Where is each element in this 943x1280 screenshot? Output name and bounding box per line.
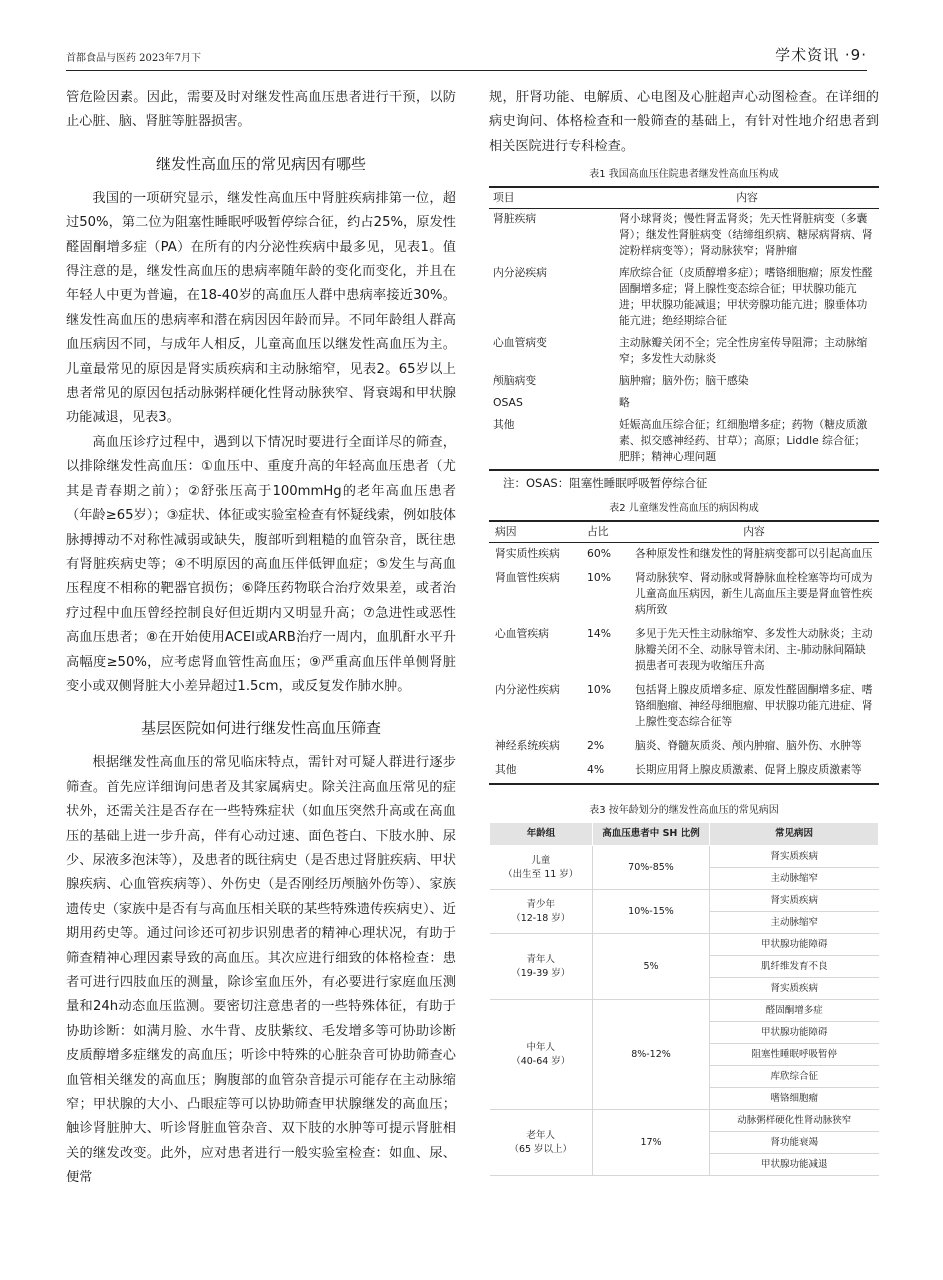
table-row — [489, 623, 879, 679]
cause-cell: 醛固酮增多症 — [710, 1000, 879, 1022]
section-title-screening: 基层医院如何进行继发性高血压筛查 — [140, 719, 381, 738]
table2-header: 占比 — [581, 521, 629, 543]
intro-paragraph: 管危险因素。因此，需要及时对继发性高血压患者进行干预，以防止心脏、脑、肾脏等脏器损害。 — [66, 90, 456, 130]
cause-cell: 甲状腺功能减退 — [710, 1154, 879, 1176]
table-row — [490, 890, 879, 912]
age-group-cell — [490, 890, 593, 934]
table2-header: 内容 — [629, 521, 879, 543]
cause-cell: 主动脉缩窄 — [710, 912, 879, 934]
table-cell: 10% — [587, 683, 611, 697]
cause-cell: 库欣综合征 — [710, 1066, 879, 1088]
table-row — [489, 567, 879, 623]
table2-caption: 表2 儿童继发性高血压的病因构成 — [609, 503, 759, 515]
table-cell: 肾动脉狭窄、肾动脉或肾静脉血栓栓塞等均可成为儿童高血压病因，新生儿高血压主要是肾血管性疾病所致 — [635, 571, 873, 617]
table-row — [490, 846, 879, 868]
sh-ratio-cell: 8%-12% — [593, 1000, 710, 1110]
table-cell: 内分泌疾病 — [493, 266, 547, 280]
cause-cell: 嗜铬细胞瘤 — [710, 1088, 879, 1110]
table-cell: 内分泌性疾病 — [495, 683, 560, 697]
left-column — [66, 86, 456, 1191]
table-row — [489, 415, 879, 470]
table-cell: 肾血管性疾病 — [495, 571, 560, 585]
age-group-label: 青年人 — [526, 953, 555, 965]
table1-note: 注：OSAS：阻塞性睡眠呼吸暂停综合征 — [503, 476, 708, 491]
causes-paragraph: 我国的一项研究显示，继发性高血压中肾脏疾病排第一位，超过50%，第二位为阻塞性睡眠呼吸暂停综合征，约占25%，原发性醛固酮增多症（PA）在所有的内分泌性疾病中最多见，见表1。值得注意的是，继发性高血压的患病率随年龄的变化而变化，并且在年轻人中更为普遍，在18-40岁的高血压人群中患病率接近30%。继发性高血压的患病率和潜在病因因年龄而异。不同年龄组人群高血压病因不同，与成年人相反，儿童高血压以继发性高血压为主。儿童最常见的原因是肾实质疾病和主动脉缩窄，见表2。65岁以上患者常见的原因包括动脉粥样硬化性肾动脉狭窄、肾衰竭和甲状腺功能减退，见表3。 — [66, 190, 456, 426]
sh-ratio-cell: 10%-15% — [593, 890, 710, 934]
cause-cell: 肾实质疾病 — [710, 890, 879, 912]
table-cell: 心血管疾病 — [495, 627, 549, 641]
table-cell: 包括肾上腺皮质增多症、原发性醛固酮增多症、嗜铬细胞瘤、神经母细胞瘤、甲状腺功能亢进症、肾上腺性变态综合征等 — [635, 683, 873, 729]
table3-header: 年龄组 — [490, 823, 593, 846]
cause-cell: 肾实质疾病 — [710, 846, 879, 868]
table2-header: 病因 — [489, 521, 581, 543]
table-cell: 主动脉瓣关闭不全；完全性房室传导阻滞；主动脉缩窄；多发性大动脉炎 — [619, 336, 868, 366]
table1-header: 项目 — [489, 187, 615, 209]
table-row — [489, 371, 879, 393]
table-cell: 肾实质性疾病 — [495, 547, 560, 561]
table-cell: 库欣综合征（皮质醇增多症）；嗜铬细胞瘤；原发性醛固酮增多症；肾上腺性变态综合征；甲状腺功能亢进；甲状腺功能减退；甲状旁腺功能亢进；腺垂体功能亢进；绝经期综合征 — [619, 266, 873, 328]
table-row — [489, 543, 879, 568]
age-group-label: 儿童 — [531, 854, 551, 866]
table1-header: 内容 — [615, 187, 879, 209]
age-range-label: （40-64 岁） — [511, 1055, 571, 1067]
table3-caption: 表3 按年龄划分的继发性高血压的常见病因 — [589, 805, 779, 817]
cause-cell: 甲状腺功能障碍 — [710, 934, 879, 956]
table-cell: 心血管病变 — [493, 336, 547, 350]
table-cell: 神经系统疾病 — [495, 739, 560, 753]
table-cell: 4% — [581, 759, 629, 784]
age-group-cell — [490, 1000, 593, 1110]
table1-caption: 表1 我国高血压住院患者继发性高血压构成 — [589, 169, 779, 181]
table-cell: 2% — [587, 739, 605, 753]
screening-criteria-paragraph: 高血压诊疗过程中，遇到以下情况时要进行全面详尽的筛查，以排除继发性高血压：①血压中、重度升高的年轻高血压患者（尤其是青春期之前）；②舒张压高于100mmHg的老年高血压患者（年龄≥65岁）；③症状、体征或实验室检查有怀疑线索，例如肢体脉搏搏动不对称性减弱或缺失，腹部听到粗糙的血管杂音，既往患有肾脏疾病史等；④不明原因的高血压伴低钾血症；⑤发生与高血压程度不相称的靶器官损伤；⑥降压药物联合治疗效果差，或者治疗过程中血压曾经控制良好但近期内又明显升高；⑦急进性或恶性高血压患者；⑧在开始使用ACEI或ARB治疗一周内，血肌酐水平升高幅度≥50%，应考虑肾血管性高血压；⑨严重高血压伴单侧肾脏变小或双侧肾脏大小差异超过1.5cm，或反复发作肺水肿。 — [66, 434, 456, 694]
age-group-cell — [490, 846, 593, 890]
section-label: 学术资讯 ·9· — [775, 46, 867, 64]
table-row — [489, 735, 879, 759]
age-group-label: 青少年 — [526, 898, 555, 910]
continued-paragraph: 规，肝肾功能、电解质、心电图及心脏超声心动图检查。在详细的病史询问、体格检查和一般筛查的基础上，有针对性地介绍患者到相关医院进行专科检查。 — [489, 90, 879, 154]
table3-header: 常见病因 — [710, 823, 879, 846]
cause-cell: 动脉粥样硬化性肾动脉狭窄 — [710, 1110, 879, 1132]
table-row — [490, 934, 879, 956]
table-cell: 多见于先天性主动脉缩窄、多发性大动脉炎；主动脉瓣关闭不全、动脉导管未闭、主-肺动脉间隔缺损患者可表现为收缩压升高 — [635, 627, 873, 673]
table-cell: 各种原发性和继发性的肾脏病变都可以引起高血压 — [635, 547, 873, 561]
table-row — [489, 679, 879, 735]
table3-header: 高血压患者中 SH 比例 — [593, 823, 710, 846]
right-column — [489, 86, 879, 1176]
cause-cell: 肾实质疾病 — [710, 978, 879, 1000]
age-group-label: 中年人 — [526, 1041, 555, 1053]
cause-cell: 肾功能衰竭 — [710, 1132, 879, 1154]
screening-method-paragraph: 根据继发性高血压的常见临床特点，需针对可疑人群进行逐步筛查。首先应详细询问患者及其家属病史。除关注高血压常见的症状外，还需关注是否存在一些特殊症状（如血压突然升高或在高血压的基础上进一步升高，伴有心动过速、面色苍白、下肢水肿、尿少、尿液多泡沫等），及患者的既往病史（是否患过肾脏疾病、甲状腺疾病、心血管疾病等）、外伤史（是否刚经历颅脑外伤等）、家族遗传史（家族中是否有与高血压相关联的某些特殊遗传疾病史）、近期用药史等。通过问诊还可初步识别患者的精神心理状况，有助于筛查精神心理因素导致的高血压。其次应进行细致的体格检查：患者可进行四肢血压的测量，除诊室血压外，有必要进行家庭血压测量和24h动态血压监测。要密切注意患者的一些特殊体征，有助于协助诊断：如满月脸、水牛背、皮肤紫纹、毛发增多等可协助诊断皮质醇增多症继发的高血压；听诊中特殊的心脏杂音可协助筛查心血管相关继发的高血压；胸腹部的血管杂音提示可能存在主动脉缩窄；甲状腺的大小、凸眼症等可以协助筛查甲状腺继发的高血压；触诊肾脏肿大、听诊肾脏血管杂音、双下肢的水肿等可提示肾脏相关的继发改变。此外，应对患者进行一般实验室检查：如血、尿、便常 — [66, 755, 456, 1186]
table-row — [490, 1000, 879, 1022]
age-range-label: （出生至 11 岁） — [503, 868, 579, 880]
table1 — [489, 186, 879, 471]
table-cell: 肾脏疾病 — [493, 212, 537, 226]
table-cell: 颅脑病变 — [493, 374, 537, 388]
table-row — [489, 759, 879, 784]
section-title-causes: 继发性高血压的常见病因有哪些 — [155, 154, 366, 173]
journal-info: 首都食品与医药 2023年7月下 — [66, 53, 201, 64]
cause-cell: 肌纤维发育不良 — [710, 956, 879, 978]
table-cell: 60% — [587, 547, 611, 561]
table-cell: 其他 — [489, 415, 615, 470]
sh-ratio-cell: 17% — [593, 1110, 710, 1176]
table-row — [490, 1110, 879, 1132]
table-cell: 肾小球肾炎；慢性肾盂肾炎；先天性肾脏病变（多囊肾）；继发性肾脏病变（结缔组织病、糖尿病肾病、肾淀粉样病变等）；肾动脉狭窄；肾肿瘤 — [619, 212, 873, 258]
age-group-label: 老年人 — [526, 1129, 555, 1141]
table-cell: 脑肿瘤；脑外伤；脑干感染 — [619, 374, 749, 388]
cause-cell: 甲状腺功能障碍 — [710, 1022, 879, 1044]
table-row — [489, 209, 879, 264]
table-cell: 14% — [587, 627, 611, 641]
cause-cell: 主动脉缩窄 — [710, 868, 879, 890]
sh-ratio-cell: 70%-85% — [593, 846, 710, 890]
table-cell: 10% — [587, 571, 611, 585]
table-row — [489, 333, 879, 371]
table-cell: 脑炎、脊髓灰质炎、颅内肿瘤、脑外伤、水肿等 — [635, 739, 862, 753]
age-range-label: （19-39 岁） — [511, 967, 571, 979]
age-group-cell — [490, 1110, 593, 1176]
table-cell: 其他 — [489, 759, 581, 784]
table-row — [489, 263, 879, 333]
table-cell: 略 — [619, 396, 630, 410]
table-cell: 妊娠高血压综合征；红细胞增多症；药物（糖皮质激素、拟交感神经药、甘草）；高原；Liddle 综合征；肥胖；精神心理问题 — [615, 415, 879, 470]
table3 — [489, 822, 879, 1176]
page-header — [66, 40, 867, 71]
sh-ratio-cell: 5% — [593, 934, 710, 1000]
table-row — [489, 393, 879, 415]
table-cell: 长期应用肾上腺皮质激素、促肾上腺皮质激素等 — [629, 759, 879, 784]
cause-cell: 阻塞性睡眠呼吸暂停 — [710, 1044, 879, 1066]
table2 — [489, 520, 879, 785]
age-range-label: （65 岁以上） — [509, 1143, 573, 1155]
age-range-label: （12-18 岁） — [511, 912, 571, 924]
age-group-cell — [490, 934, 593, 1000]
table-cell: OSAS — [493, 396, 523, 410]
